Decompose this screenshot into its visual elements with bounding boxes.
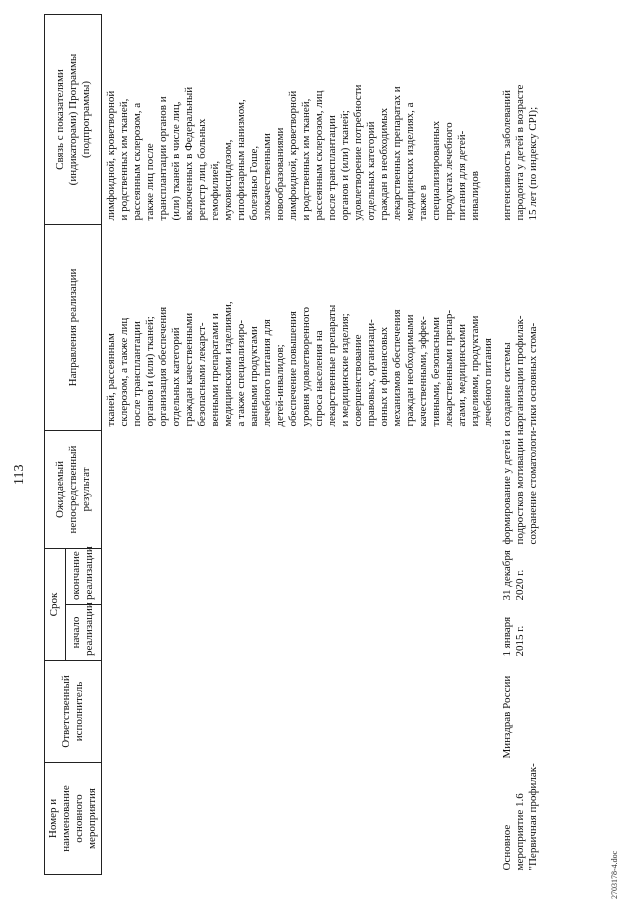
- text-line: и родственных им тканей,: [118, 98, 130, 221]
- text-line: лимфоидной, кроветворной: [287, 90, 299, 221]
- text-line: (индикаторами) Программы: [66, 53, 79, 186]
- text-line: и медицинские изделия;: [339, 313, 351, 427]
- table-row-continuation: [102, 15, 499, 875]
- text-line: лекарственных препаратах и: [391, 86, 403, 221]
- text-line: 1 января: [501, 616, 513, 657]
- text-line: исполнитель: [73, 681, 85, 742]
- text-line: правовых, организаци-: [365, 319, 377, 427]
- text-line: лечебного питания: [482, 338, 494, 427]
- text-line: детей-инвалидов;: [274, 344, 286, 427]
- text-line: тивными, безопасными: [430, 316, 442, 427]
- text-line: основного мероприятия: [73, 788, 98, 849]
- term-start-text: [501, 609, 527, 657]
- text-line: реализации: [83, 602, 96, 656]
- text-line: создание системы: [501, 342, 513, 427]
- text-line: формирование у детей и: [501, 430, 513, 545]
- text-line: подростков мотивации на: [514, 424, 526, 545]
- cell-executor: [498, 661, 543, 763]
- text-line: онных и финансовых: [378, 326, 390, 427]
- text-line: органов и (или) тканей;: [144, 316, 156, 427]
- text-line: уровня удовлетворенного: [300, 306, 312, 427]
- text-line: и родственных им тканей,: [300, 98, 312, 221]
- header-term-start: [65, 602, 101, 661]
- text-line: организации профилак-: [514, 315, 526, 427]
- text-line: венными препаратами и: [209, 313, 221, 427]
- cell-empty: [102, 661, 499, 763]
- text-line: 2015 г.: [514, 625, 526, 657]
- cell-empty: [102, 549, 499, 605]
- text-line: питания для детей-: [456, 130, 468, 221]
- text-line: инвалидов: [469, 171, 481, 221]
- header-indicators-text: [54, 19, 93, 220]
- text-line: муковисцидозом,: [222, 139, 234, 221]
- text-line: (подпрограммы): [79, 80, 92, 159]
- header-number-name: [45, 763, 102, 875]
- header-term-start-text: [70, 602, 96, 656]
- text-line: тики основных стома-: [527, 322, 539, 427]
- text-line: а также специализиро-: [235, 319, 247, 427]
- header-indicators: [45, 15, 102, 225]
- cell-empty: [102, 431, 499, 549]
- text-line: лечебного питания для: [261, 319, 273, 427]
- text-line: реализации: [83, 546, 96, 600]
- executor-text: [501, 665, 514, 759]
- directions-text: [105, 229, 495, 427]
- text-line: продуктах лечебного: [443, 122, 455, 221]
- text-line: новообразованиями: [274, 127, 286, 221]
- cell-empty: [102, 605, 499, 661]
- text-line: спроса населения на: [313, 330, 325, 427]
- text-line: граждан в необходимых: [378, 107, 390, 221]
- header-executor: [45, 661, 102, 763]
- text-line: качественными, эффек-: [417, 316, 429, 427]
- text-line: Номер и наименование: [47, 785, 72, 852]
- text-line: обеспечение повышения: [287, 311, 299, 427]
- text-line: гипофизарным нанизмом,: [235, 99, 247, 221]
- text-line: лимфоидной, кроветворной: [105, 90, 117, 221]
- indicators-text: [105, 19, 482, 221]
- text-line: склерозом, а также лиц: [118, 317, 130, 427]
- text-line: лекарственные препараты: [326, 304, 338, 427]
- text-line: Ответственный: [60, 675, 72, 748]
- text-line: совершенствование: [352, 334, 364, 427]
- cell-indicators: [498, 15, 543, 225]
- text-line: "Первичная профилак-: [527, 763, 539, 871]
- expected-result-text: [501, 424, 540, 545]
- text-line: органов и (или) тканей;: [339, 110, 351, 221]
- text-line: Ожидаемый: [53, 460, 66, 519]
- text-line: удовлетворение потребности: [352, 84, 364, 221]
- header-term-end-text: [70, 546, 96, 600]
- text-line: после трансплантации: [131, 321, 143, 427]
- header-expected-result: [45, 431, 102, 549]
- text-line: пародонта у детей в возрасте: [514, 84, 526, 221]
- text-line: лекарственными препар-: [443, 309, 455, 427]
- text-line: регистр лиц, больных: [196, 118, 208, 221]
- text-line: включенных в Федеральный: [183, 86, 195, 221]
- text-line: гемофилией,: [209, 160, 221, 221]
- cell-term-start: [498, 605, 543, 661]
- text-line: мероприятие 1.6: [514, 793, 526, 871]
- text-line: трансплантации органов и: [157, 96, 169, 221]
- text-line: интенсивность заболеваний: [501, 89, 513, 221]
- cell-empty: [102, 763, 499, 875]
- text-line: 2020 г.: [514, 569, 526, 601]
- text-line: медицинских изделиях, а: [404, 102, 416, 221]
- header-directions: Направления реализации: [45, 225, 102, 431]
- text-line: 15 лет (по индексу СРІ);: [527, 106, 539, 221]
- cell-directions-continued: [102, 225, 499, 431]
- text-line: специализированных: [430, 120, 442, 221]
- text-line: также в: [417, 185, 429, 221]
- text-line: ванными продуктами: [248, 326, 260, 427]
- text-line: граждан необходимыми: [404, 314, 416, 427]
- text-line: атами, медицинскими: [456, 323, 468, 427]
- cell-directions: [498, 225, 543, 431]
- measure-name-text: [501, 763, 540, 871]
- text-line: непосредственный: [66, 445, 79, 534]
- text-line: рассеянным склерозом, лиц: [313, 90, 325, 221]
- header-term-end: [65, 546, 101, 605]
- measures-table: [44, 14, 543, 875]
- page-number: 113: [12, 464, 27, 485]
- text-line: изделиями, продуктами: [469, 315, 481, 427]
- text-line: 31 декабря: [501, 550, 513, 601]
- text-line: безопасными лекарст-: [196, 322, 208, 427]
- text-line: Минздрав России: [501, 675, 513, 759]
- text-line: механизмов обеспечения: [391, 309, 403, 427]
- text-line: окончание: [70, 551, 83, 600]
- text-line: граждан качественными: [183, 312, 195, 427]
- term-end-text: [501, 550, 527, 601]
- text-line: Основное: [501, 824, 513, 871]
- cell-term-end: [498, 549, 543, 605]
- header-number-name-text: [47, 767, 99, 870]
- text-line: злокачественными: [261, 133, 273, 221]
- text-line: тканей, рассеянным: [105, 333, 117, 427]
- text-line: начало: [70, 616, 83, 649]
- text-line: результат: [79, 467, 92, 512]
- table-row-measure-1-6: [498, 15, 543, 875]
- indicators-text: [501, 19, 540, 221]
- directions-text: [501, 229, 540, 427]
- text-line: (или) тканей в числе лиц,: [170, 101, 182, 221]
- cell-measure-name: [498, 763, 543, 875]
- header-executor-text: [60, 665, 86, 758]
- text-line: медицинскими изделиями,: [222, 301, 234, 427]
- header-expected-result-text: [54, 435, 93, 544]
- footer-document-code: 2703178-4.doc: [610, 850, 619, 899]
- text-line: болезнью Гоше,: [248, 145, 260, 221]
- text-line: сохранение стоматологи-: [527, 426, 539, 545]
- text-line: также лиц после: [144, 143, 156, 221]
- text-line: Связь с показателями: [53, 69, 66, 170]
- header-term: Срок: [45, 549, 66, 661]
- text-line: рассеянным склерозом, а: [131, 102, 143, 221]
- text-line: отдельных категорий: [365, 121, 377, 221]
- cell-expected-result: [498, 424, 543, 549]
- text-line: отдельных категорий: [170, 327, 182, 427]
- header-row: [45, 15, 66, 875]
- cell-indicators-continued: [102, 15, 499, 225]
- text-line: организация обеспечения: [157, 306, 169, 427]
- text-line: после трансплантации: [326, 115, 338, 221]
